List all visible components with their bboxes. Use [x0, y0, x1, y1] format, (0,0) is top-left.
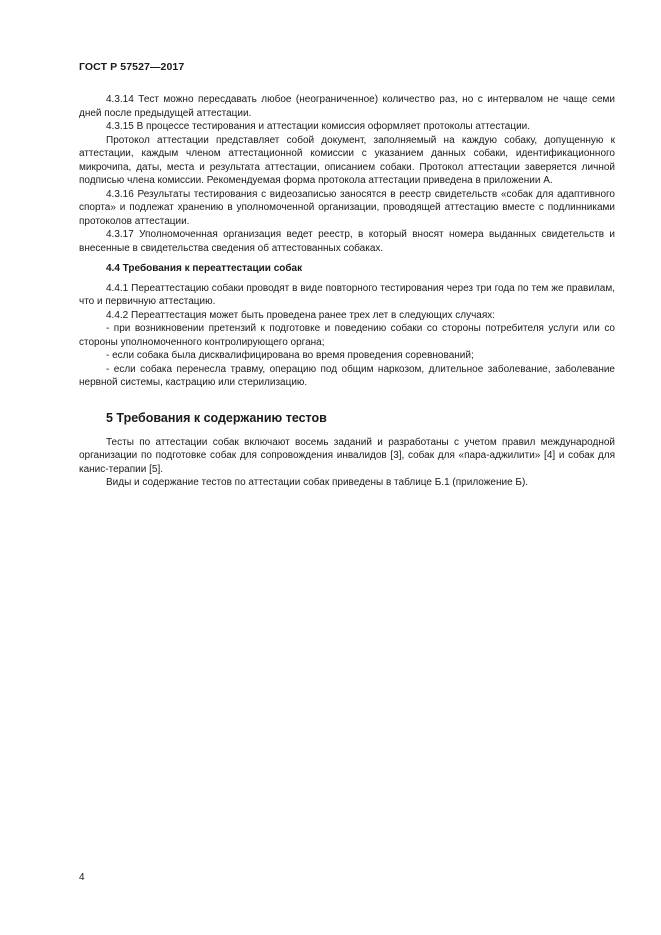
- list-item: - при возникновении претензий к подготовке и поведению собаки со стороны потребителя услуги или со стороны уполномоченного контролирующего органа;: [79, 323, 615, 348]
- subsection-heading-4-4: 4.4 Требования к переаттестации собак: [106, 263, 303, 274]
- paragraph-5-1: Тесты по аттестации собак включают восемь заданий и разработаны с учетом правил международной организации по подготовке собак для сопровождения инвалидов [3], собак для «пара-аджилити» [4] и собак для канис-терапии [5].: [79, 436, 615, 475]
- page-number: 4: [79, 872, 85, 883]
- paragraph-4-4-2: 4.4.2 Переаттестация может быть проведена ранее трех лет в следующих случаях:: [106, 309, 496, 321]
- paragraph-protocol: Протокол аттестации представляет собой документ, заполняемый на каждую собаку, допущенную к аттестации, каждым членом аттестационной комиссии с указанием данных собаки, идентификационного микрочипа, даты, места и результата аттестации, описанием собаки. Протокол аттестации заверяется личной подписью члена комиссии. Рекомендуемая форма протокола аттестации приведена в приложении А.: [79, 134, 615, 186]
- paragraph-4-3-16: 4.3.16 Результаты тестирования с видеозаписью заносятся в реестр свидетельств «собак для адаптивного спорта» и подлежат хранению в уполномоченной организации, проводящей аттестацию вместе с подлинниками протоколов аттестации.: [79, 188, 615, 227]
- document-header: ГОСТ Р 57527—2017: [79, 61, 185, 73]
- paragraph-4-3-15: 4.3.15 В процессе тестирования и аттестации комиссия оформляет протоколы аттестации.: [106, 121, 531, 132]
- document-body: [79, 93, 615, 490]
- section-heading-5: 5 Требования к содержанию тестов: [106, 410, 327, 425]
- paragraph-4-3-14: 4.3.14 Тест можно пересдавать любое (неограниченное) количество раз, но с интервалом не чаще семи дней после предыдущей аттестации.: [79, 94, 615, 119]
- list-item: - если собака перенесла травму, операцию под общим наркозом, длительное заболевание, заболевание нервной системы, кастрацию или стерилизацию.: [79, 363, 615, 388]
- list-item: - если собака была дисквалифицирована во время проведения соревнований;: [106, 350, 474, 361]
- paragraph-4-4-1: 4.4.1 Переаттестацию собаки проводят в виде повторного тестирования через три года по тем же правилам, что и первичную аттестацию.: [79, 282, 615, 307]
- paragraph-4-3-17: 4.3.17 Уполномоченная организация ведет реестр, в который вносят номера выданных свидетельств и внесенные в свидетельства сведения об аттестованных собаках.: [79, 229, 615, 254]
- paragraph-5-2: Виды и содержание тестов по аттестации собак приведены в таблице Б.1 (приложение Б).: [106, 477, 529, 488]
